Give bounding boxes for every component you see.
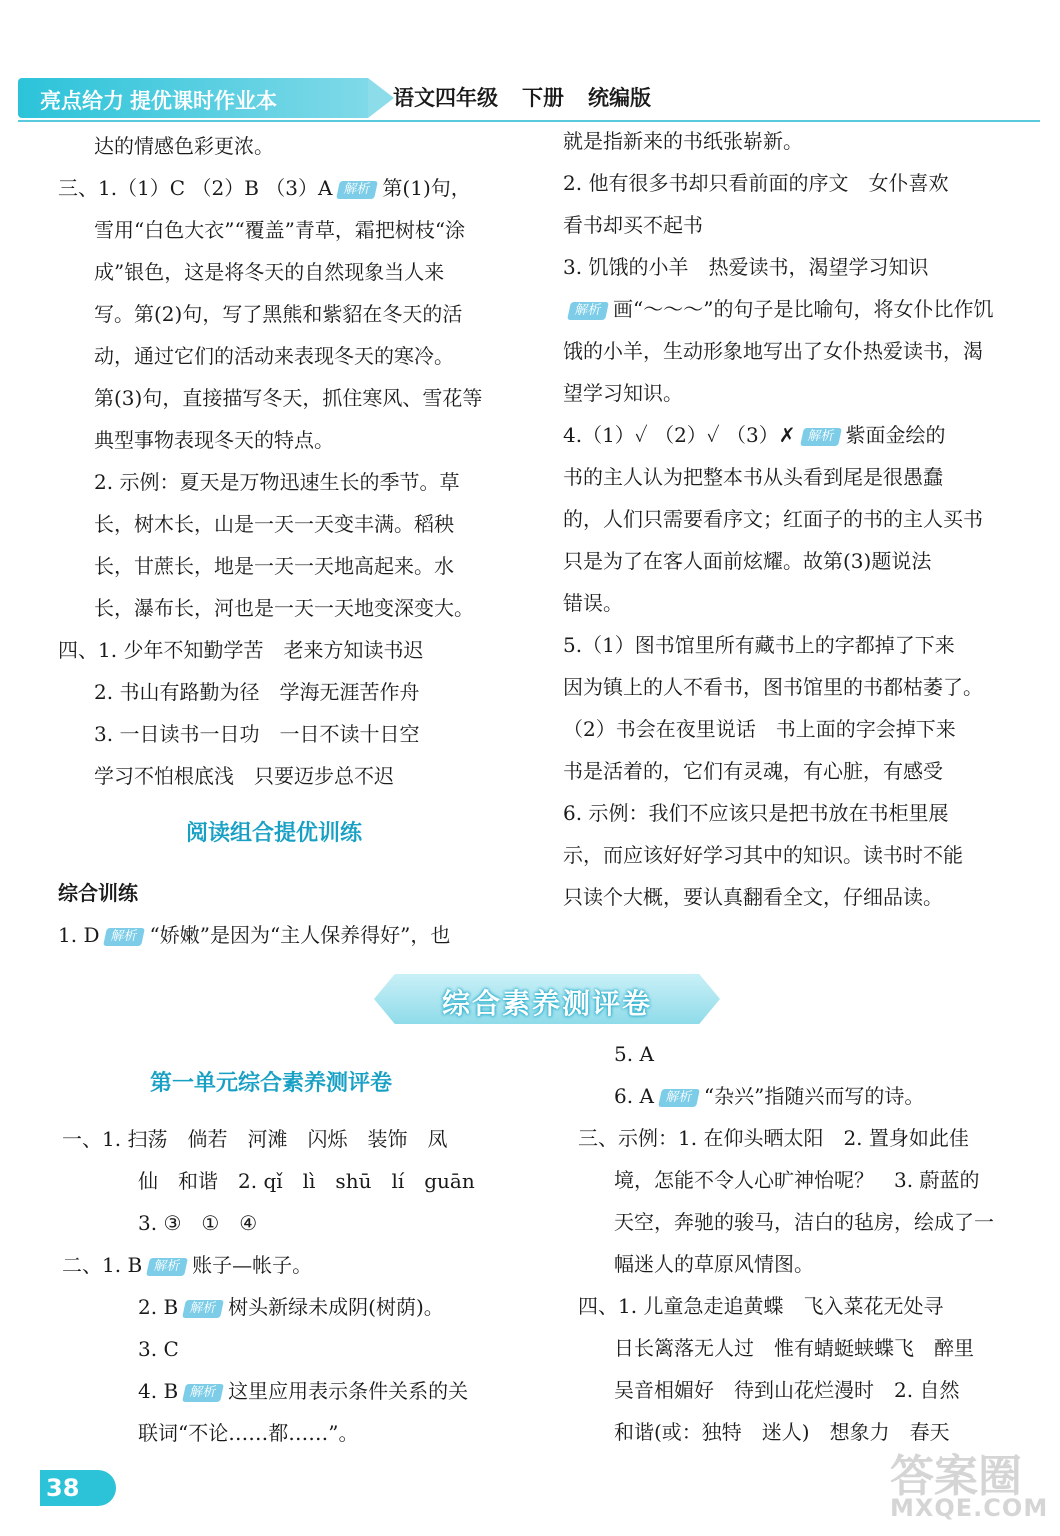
answer-line: 四、1. 儿童急走追黄蝶 飞入菜花无处寻 [578,1294,944,1318]
answer-line: 成”银色，这是将冬天的自然现象当人来 [94,260,445,284]
answer-line: 典型事物表现冬天的特点。 [94,428,334,452]
answer-line: 看书却买不起书 [563,213,703,237]
answer-line: 第(3)句，直接描写冬天，抓住寒风、雪花等 [94,386,483,410]
answer-line [58,167,528,209]
answer-line: 学习不怕根底浅 只要迈步总不迟 [94,764,394,788]
banner-title: 综合素养测评卷 [441,987,652,1020]
page-number: 38 [40,1470,116,1506]
left-column-bottom [62,1118,532,1454]
answer-text: 4. B [138,1379,179,1403]
test-banner [374,974,720,1024]
answer-line: 动，通过它们的活动来表现冬天的寒冷。 [94,344,454,368]
answer-line: 一、1. 扫荡 倘若 河滩 闪烁 装饰 凤 [62,1127,448,1151]
analysis-tag: 解析 [800,428,842,446]
answer-line: 就是指新来的书纸张崭新。 [563,129,803,153]
analysis-tag: 解析 [182,1300,224,1318]
answer-line: 写。第(2)句，写了黑熊和紫貂在冬天的活 [94,302,463,326]
answer-text: 6. A [614,1084,654,1108]
comprehensive-training [58,872,528,956]
answer-text: “娇嫩”是因为“主人保养得好”，也 [149,923,451,947]
analysis-tag: 解析 [658,1089,700,1107]
answer-text: 账子—帐子。 [192,1253,313,1277]
analysis-tag: 解析 [567,302,609,320]
analysis-tag: 解析 [182,1384,224,1402]
answer-line: （2）书会在夜里说话 书上面的字会掉下来 [563,717,956,741]
watermark-logo [890,1440,1049,1530]
brand-title [40,85,277,115]
answer-line: 境，怎能不令人心旷神怡呢？ 3. 蔚蓝的 [614,1168,980,1192]
brand-bar [18,78,368,118]
answer-line: 只是为了在客人面前炫耀。故第(3)题说法 [563,549,932,573]
answer-line [563,288,1043,330]
answer-line: 三、示例：1. 在仰头晒太阳 2. 置身如此佳 [578,1126,969,1150]
answer-line: 饿的小羊，生动形象地写出了女仆热爱读书，渴 [563,339,983,363]
answer-text: 2. B [138,1295,179,1319]
answer-line: 书的主人认为把整本书从头看到尾是很愚蠢 [563,465,943,489]
subject-info [393,82,675,112]
answer-line: 5. A [614,1042,654,1066]
watermark-url: MXQE.COM [890,1494,1049,1522]
answer-line: 3. 一日读书一日功 一日不读十日空 [94,722,420,746]
analysis-tag: 解析 [104,928,146,946]
answer-line: 四、1. 少年不知勤学苦 老来方知读书迟 [58,638,424,662]
answer-line: 幅迷人的草原风情图。 [614,1252,814,1276]
answer-line [62,1370,532,1412]
answer-line: 2. 他有很多书却只看前面的序文 女仆喜欢 [563,171,949,195]
watermark-text: 答案圈 [890,1451,1022,1502]
answer-line: 达的情感色彩更浓。 [94,134,274,158]
answer-text: 1. D [58,923,100,947]
brand-name: 亮点给力 [40,89,124,113]
right-column-top [563,120,1043,918]
answer-line: 和谐(或：独特 迷人) 想象力 春天 [614,1420,950,1444]
answer-line: 2. 书山有路勤为径 学海无涯苦作舟 [94,680,420,704]
answer-line: 示，而应该好好学习其中的知识。读书时不能 [563,843,963,867]
answer-line: 6. 示例：我们不应该只是把书放在书柜里展 [563,801,949,825]
comp-heading: 综合训练 [58,881,138,905]
answer-line: 书是活着的，它们有灵魂，有心脏，有感受 [563,759,943,783]
analysis-tag: 解析 [146,1258,188,1276]
answer-line [62,1244,532,1286]
reading-section-title: 阅读组合提优训练 [186,821,363,846]
answer-line: 天空，奔驰的骏马，洁白的毡房，绘成了一 [614,1210,994,1234]
answer-line: 望学习知识。 [563,381,683,405]
answer-text: 第(1)句， [382,176,471,200]
answer-line: 吴音相媚好 待到山花烂漫时 2. 自然 [614,1378,960,1402]
answer-line [58,914,528,956]
answer-line: 长，树木长，山是一天一天变丰满。稻秧 [94,512,454,536]
subject-grade: 语文四年级 [393,86,498,110]
answer-text: 紫面金绘的 [845,423,946,447]
answer-text: 二、1. B [62,1253,143,1277]
answer-line: 仙 和谐 2. qǐ lì shū lí guān [138,1169,475,1193]
answer-line: 的，人们只需要看序文；红面子的书的主人买书 [563,507,983,531]
answer-line: 3. ③ ① ④ [138,1211,258,1235]
answer-text: 4.（1）✓ （2）✓ （3）✗ [563,423,796,447]
answer-line: 长，瀑布长，河也是一天一天地变深变大。 [94,596,474,620]
answer-line: 只读个大概，要认真翻看全文，仔细品读。 [563,885,943,909]
volume: 下册 [522,86,564,110]
answer-line: 5.（1）图书馆里所有藏书上的字都掉了下来 [563,633,955,657]
answer-text: 树头新绿未成阴(树荫)。 [228,1295,444,1319]
page-header [18,78,1040,122]
answer-line: 长，甘蔗长，地是一天一天地高起来。水 [94,554,454,578]
edition: 统编版 [588,86,651,110]
answer-line: 联词“不论……都……”。 [138,1421,359,1445]
answer-line: 错误。 [563,591,623,615]
answer-line: 2. 示例：夏天是万物迅速生长的季节。草 [94,470,460,494]
answer-line: 日长篱落无人过 惟有蜻蜓蛱蝶飞 醉里 [614,1336,974,1360]
answer-text: 这里应用表示条件关系的关 [228,1379,469,1403]
answer-line: 3. C [138,1337,179,1361]
analysis-tag: 解析 [337,181,379,199]
answer-line [578,1075,1048,1117]
answer-line: 雪用“白色大衣”“覆盖”青草，霜把树枝“涂 [94,218,466,242]
series-name: 提优课时作业本 [130,89,277,113]
right-column-bottom [578,1033,1048,1453]
unit-test-title: 第一单元综合素养测评卷 [150,1071,393,1096]
answer-line [563,414,1043,456]
answer-line [62,1286,532,1328]
left-column-top [58,125,528,797]
answer-line: 3. 饥饿的小羊 热爱读书，渴望学习知识 [563,255,929,279]
answer-text: 三、1.（1）C （2）B （3）A [58,176,333,200]
answer-text: 画“～～～”的句子是比喻句，将女仆比作饥 [613,297,994,321]
answer-text: “杂兴”指随兴而写的诗。 [703,1084,925,1108]
answer-line: 因为镇上的人不看书，图书馆里的书都枯萎了。 [563,675,983,699]
